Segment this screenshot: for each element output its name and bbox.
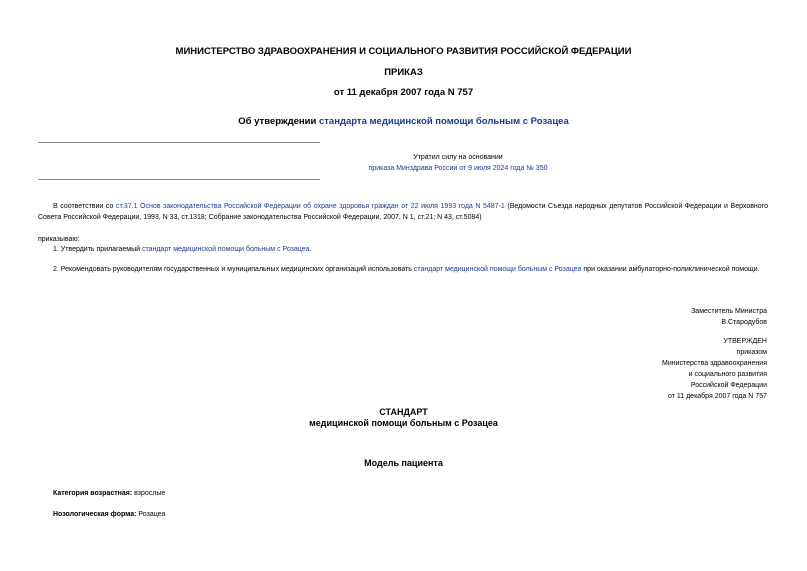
approval-line: Российской Федерации [690, 382, 767, 389]
signature-block [520, 306, 767, 328]
field-nosological-form [53, 509, 783, 520]
order-word: приказываю: [38, 236, 80, 243]
field-label: Категория возрастная: [53, 490, 133, 497]
item-1-prefix: 1. Утвердить прилагаемый [53, 246, 142, 253]
doc-date-number: от 11 декабря 2007 года N 757 [333, 87, 474, 98]
standard-title: СТАНДАРТ [379, 407, 428, 417]
status-line: Утратил силу на основании [413, 154, 503, 161]
status-link[interactable]: приказа Минздрава России от 9 июля 2024 года № 350 [368, 165, 548, 172]
preamble-suffix: (Ведомости Съезда народных депутатов Российской Федерации и Верховного Совета Российской Федерации, 1993, N 33, ст.1318; Собрание законодательства Российской Федерации, 2007, N 1, ст.21; N 43, ст.5084) [38, 203, 768, 221]
section-heading: Модель пациента [364, 458, 443, 468]
order-item-2 [38, 264, 768, 275]
item-1-suffix: . [309, 246, 312, 253]
doc-type-heading: ПРИКАЗ [384, 67, 423, 78]
approval-line: Министерства здравоохранения [662, 360, 767, 367]
field-value: взрослые [132, 490, 166, 497]
status-box [38, 152, 807, 174]
ministry-heading: МИНИСТЕРСТВО ЗДРАВООХРАНЕНИЯ И СОЦИАЛЬНОГО РАЗВИТИЯ РОССИЙСКОЙ ФЕДЕРАЦИИ [175, 46, 632, 57]
approval-line: и социального развития [688, 371, 767, 378]
standard-subtitle: медицинской помощи больным с Розацеа [309, 418, 498, 428]
preamble-law-link[interactable]: ст.37.1 Основ законодательства Российской Федерации об охране здоровья граждан от 22 июля 1993 года N 5487-1 [115, 203, 505, 210]
signature-name: В.Стародубов [721, 319, 767, 326]
approval-line: приказом [736, 349, 767, 356]
order-item-1 [38, 244, 768, 255]
item-1-standard-link[interactable]: стандарт медицинской помощи больным с Розацеа [141, 246, 310, 253]
status-rule-bottom [38, 179, 320, 180]
field-age-category [53, 488, 783, 499]
field-value: Розацеа [136, 511, 166, 518]
status-rule-top [38, 142, 320, 143]
approval-line: УТВЕРЖДЕН [723, 338, 767, 345]
doc-subject-prefix: Об утверждении [238, 116, 319, 127]
approval-line: от 11 декабря 2007 года N 757 [667, 393, 767, 400]
item-2-standard-link[interactable]: стандарт медицинской помощи больным с Розацеа [413, 266, 582, 273]
item-2-prefix: 2. Рекомендовать руководителям государственных и муниципальных медицинских организаций использовать [53, 266, 414, 273]
doc-subject-link[interactable]: стандарта медицинской помощи больным с Розацеа [318, 116, 569, 127]
preamble-paragraph [38, 201, 768, 223]
doc-subject [0, 116, 807, 127]
preamble-prefix: В соответствии со [53, 203, 116, 210]
field-label: Нозологическая форма: [53, 511, 137, 518]
signature-position: Заместитель Министра [691, 308, 767, 315]
approval-block [520, 336, 767, 402]
item-2-suffix: при оказании амбулаторно-поликлинической помощи. [581, 266, 760, 273]
